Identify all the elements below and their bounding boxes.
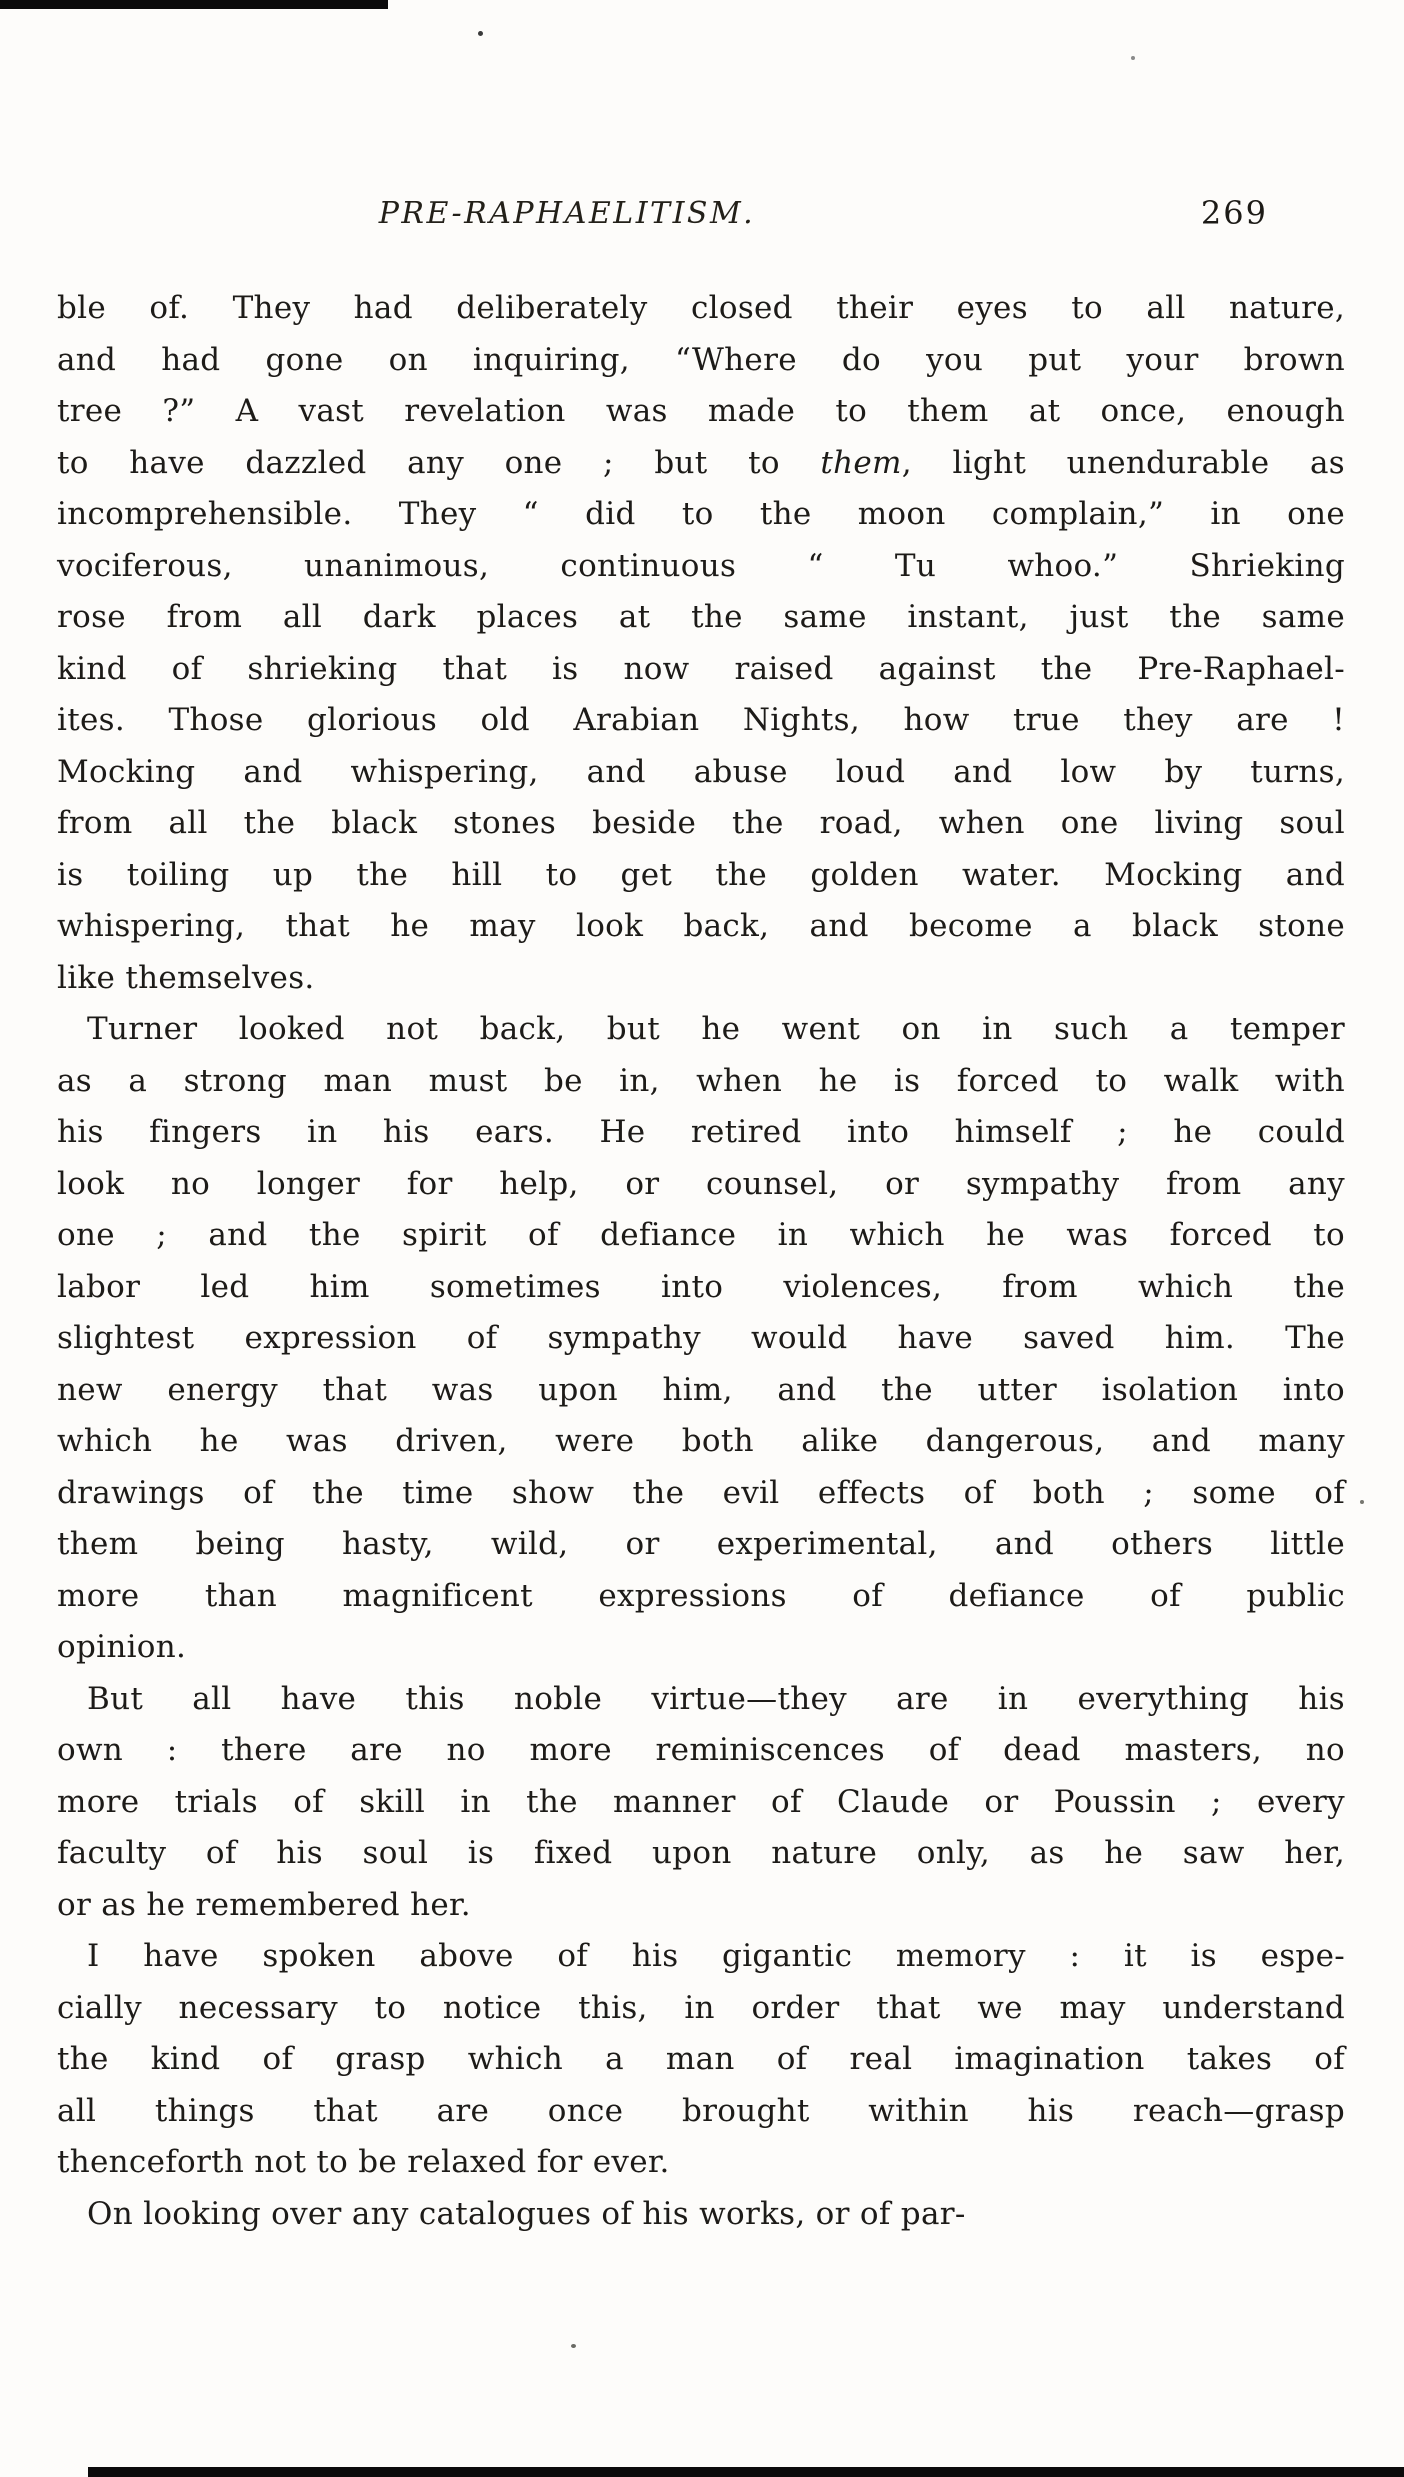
scan-speck [1360,1500,1364,1504]
text-line: cially necessary to notice this, in order that we may understand [57,1989,1345,2026]
text-line: from all the black stones beside the road, when one living soul [57,805,1345,841]
text-line: thenceforth not to be relaxed for ever. [57,2144,670,2180]
text-line: drawings of the time show the evil effects of both ; some of [57,1474,1345,1511]
page-body [57,283,1345,2240]
text-line: and had gone on inquiring, “Where do you put your brown [57,341,1345,378]
scan-speck [478,31,483,36]
text-line: to have dazzled any one ; but to them, light unendurable as [57,444,1345,481]
paragraph [57,1004,1345,1674]
text-line: rose from all dark places at the same instant, just the same [57,599,1345,635]
paragraph [57,1674,1345,1932]
text-line: which he was driven, were both alike dangerous, and many [57,1423,1345,1459]
running-head-row [57,196,1345,240]
text-line: ites. Those glorious old Arabian Nights, how true they are ! [57,702,1345,738]
paragraph [57,283,1345,1004]
text-line: whispering, that he may look back, and become a black stone [57,908,1345,944]
text-line: like themselves. [57,959,315,996]
text-line: them being hasty, wild, or experimental, and others little [57,1526,1345,1562]
text-line: his fingers in his ears. He retired into himself ; he could [57,1114,1345,1150]
text-line: On looking over any catalogues of his works, or of par- [87,2195,966,2232]
scan-speck [571,2344,576,2348]
text-line: own : there are no more reminiscences of dead masters, no [57,1732,1345,1768]
running-head-title: PRE-RAPHAELITISM. [378,196,756,231]
text-line: ble of. They had deliberately closed their eyes to all nature, [57,290,1345,326]
text-line: incomprehensible. They “ did to the moon complain,” in one [57,496,1345,532]
text-line: Mocking and whispering, and abuse loud and low by turns, [57,753,1345,790]
text-line: is toiling up the hill to get the golden water. Mocking and [57,856,1345,893]
text-line: all things that are once brought within his reach—grasp [57,2092,1345,2129]
text-line: Turner looked not back, but he went on in such a temper [87,1011,1345,1047]
text-line: vociferous, unanimous, continuous “ Tu whoo.” Shrieking [57,547,1345,584]
text-line: opinion. [57,1629,187,1665]
text-line: one ; and the spirit of defiance in which he was forced to [57,1217,1345,1253]
text-line: the kind of grasp which a man of real imagination takes of [57,2041,1345,2077]
text-line: look no longer for help, or counsel, or sympathy from any [57,1165,1345,1202]
scan-edge-artifact-top [0,0,388,9]
scan-edge-artifact-bottom [88,2467,1404,2477]
text-line: I have spoken above of his gigantic memory : it is espe- [87,1938,1345,1974]
text-line: But all have this noble virtue—they are in everything his [87,1680,1345,1717]
page-number: 269 [1200,194,1268,232]
text-line: slightest expression of sympathy would have saved him. The [57,1320,1345,1356]
text-line: more trials of skill in the manner of Claude or Poussin ; every [57,1783,1345,1820]
text-line: faculty of his soul is fixed upon nature only, as he saw her, [57,1835,1345,1871]
paragraph [57,2189,1345,2241]
text-line: more than magnificent expressions of defiance of public [57,1577,1345,1614]
scan-speck [1131,56,1135,60]
text-line: kind of shrieking that is now raised against the Pre-Raphael- [57,650,1345,687]
text-line: as a strong man must be in, when he is forced to walk with [57,1062,1345,1099]
text-line: or as he remembered her. [57,1886,471,1923]
text-line: tree ?” A vast revelation was made to them at once, enough [57,393,1345,429]
paragraph [57,1931,1345,2189]
text-line: labor led him sometimes into violences, from which the [57,1268,1345,1305]
text-line: new energy that was upon him, and the utter isolation into [57,1371,1345,1408]
